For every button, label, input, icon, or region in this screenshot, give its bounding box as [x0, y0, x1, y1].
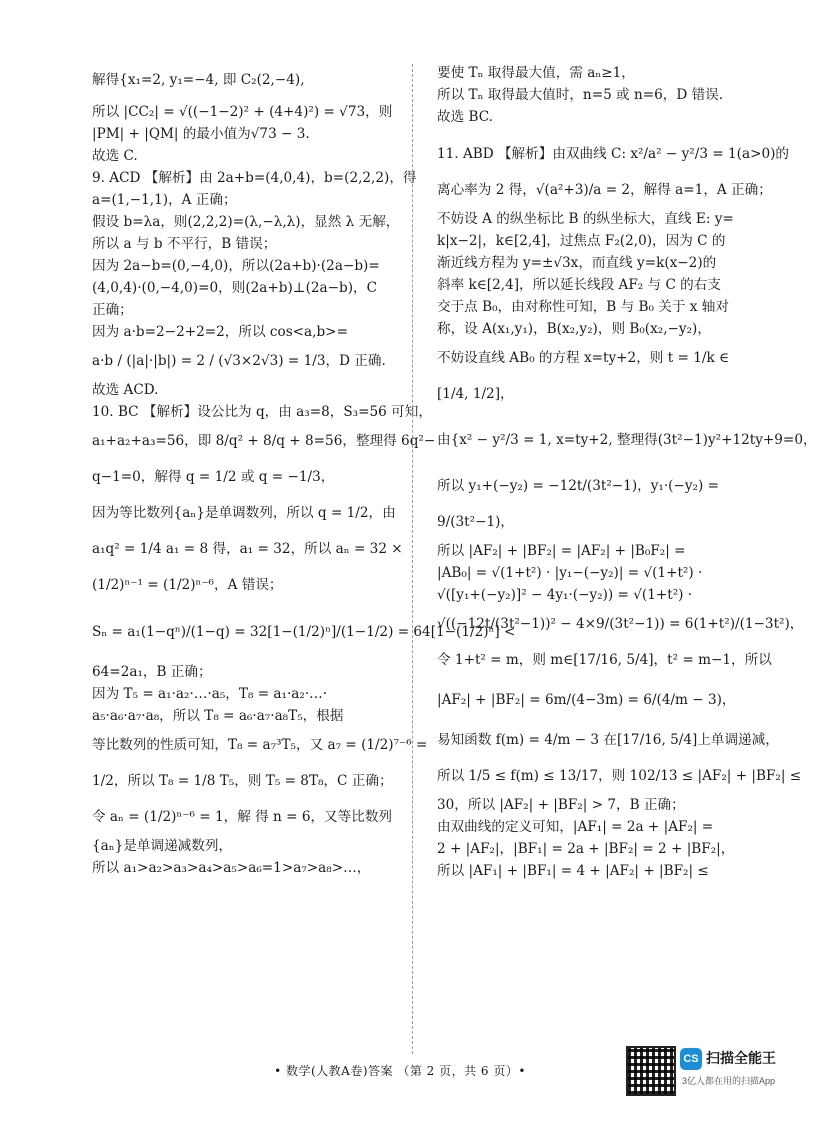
text-line: 9/(3t²−1)，: [437, 514, 515, 531]
text-line: 正确；: [92, 302, 133, 319]
text-line: 所以 Tₙ 取得最大值时，n=5 或 n=6，D 错误.: [437, 87, 724, 104]
text-line: 由双曲线的定义可知，|AF₁| = 2a + |AF₂| =: [437, 819, 714, 836]
text-line: 故选 BC.: [437, 109, 493, 126]
text-line: 令 1+t² = m，则 m∈[17/16, 5/4]，t² = m−1，所以: [437, 652, 772, 669]
text-line: 所以 a₁>a₂>a₃>a₄>a₅>a₆=1>a₇>a₈>…，: [92, 860, 371, 877]
watermark-title: 扫描全能王: [706, 1050, 776, 1066]
text-line: 不妨设直线 AB₀ 的方程 x=ty+2，则 t = 1/k ∈: [437, 350, 730, 367]
text-line: 离心率为 2 得，√(a²+3)/a = 2，解得 a=1，A 正确；: [437, 182, 772, 199]
text-line: {aₙ}是单调递减数列，: [92, 838, 233, 855]
text-line: 斜率 k∈[2,4]，所以延长线段 AF₂ 与 C 的右支: [437, 277, 721, 294]
text-line: (4,0,4)·(0,−4,0)=0，则(2a+b)⊥(2a−b)，C: [92, 280, 378, 297]
text-line: 故选 ACD.: [92, 382, 159, 399]
question-10-heading: 10. BC 【解析】设公比为 q，由 a₃=8，S₃=56 可知，: [92, 404, 432, 421]
watermark-subtitle: 3亿人都在用的扫描App: [682, 1076, 776, 1086]
page-footer: • 数学(人教A卷)答案 （第 2 页，共 6 页）•: [274, 1064, 526, 1078]
text-line: 1/2，所以 T₈ = 1/8 T₅，则 T₅ = 8T₈，C 正确；: [92, 773, 393, 790]
text-line: a₁q² = 1/4 a₁ = 8 得，a₁ = 32，所以 aₙ = 32 ×: [92, 541, 403, 558]
question-11-heading: 11. ABD 【解析】由双曲线 C: x²/a² − y²/3 = 1(a>0)的: [437, 146, 790, 163]
text-line: 因为 2a−b=(0,−4,0)，所以(2a+b)·(2a−b)=: [92, 258, 380, 275]
text-line: a₅·a₆·a₇·a₈，所以 T₈ = a₆·a₇·a₈T₅，根据: [92, 708, 344, 725]
text-line: 所以 |AF₂| + |BF₂| = |AF₂| + |B₀F₂| =: [437, 543, 686, 560]
text-line: 所以 |AF₁| + |BF₁| = 4 + |AF₂| + |BF₂| ≤: [437, 863, 709, 880]
text-line: a·b / (|a|·|b|) = 2 / (√3×2√3) = 1/3，D 正确.: [92, 353, 386, 370]
text-line: 故选 C.: [92, 148, 138, 165]
text-line: |PM| + |QM| 的最小值为√73 − 3.: [92, 126, 310, 143]
text-line: 由{x² − y²/3 = 1, x=ty+2, 整理得(3t²−1)y²+12ty+9=0，: [437, 432, 817, 449]
text-line: 假设 b=λa，则(2,2,2)=(λ,−λ,λ)，显然 λ 无解，: [92, 214, 400, 231]
text-line: 2 + |AF₂|，|BF₁| = 2a + |BF₂| = 2 + |BF₂|，: [437, 841, 735, 858]
text-line: 所以 a 与 b 不平行，B 错误；: [92, 236, 277, 253]
text-line: 30，所以 |AF₂| + |BF₂| > 7，B 正确；: [437, 797, 685, 814]
text-line: 称，设 A(x₁,y₁)，B(x₂,y₂)，则 B₀(x₂,−y₂)，: [437, 321, 711, 338]
text-line: 因为等比数列{aₙ}是单调数列，所以 q = 1/2，由: [92, 505, 396, 522]
text-line: (1/2)ⁿ⁻¹ = (1/2)ⁿ⁻⁶，A 错误；: [92, 577, 283, 594]
text-line: 所以 y₁+(−y₂) = −12t/(3t²−1)，y₁·(−y₂) =: [437, 478, 720, 495]
text-line: a=(1,−1,1)，A 正确；: [92, 192, 237, 209]
text-line: 解得{x₁=2, y₁=−4, 即 C₂(2,−4),: [92, 72, 305, 88]
text-line: |AF₂| + |BF₂| = 6m/(4−3m) = 6/(4/m − 3)，: [437, 692, 736, 709]
text-line: 要使 Tₙ 取得最大值，需 aₙ≥1，: [437, 65, 635, 81]
column-divider: [412, 64, 413, 1054]
text-line: 64=2a₁，B 正确；: [92, 664, 212, 681]
text-line: 不妨设 A 的纵坐标比 B 的纵坐标大，直线 E: y=: [437, 211, 734, 228]
text-line: 交于点 B₀，由对称性可知，B 与 B₀ 关于 x 轴对: [437, 299, 729, 316]
text-line: √([y₁+(−y₂)]² − 4y₁·(−y₂)) = √(1+t²) ·: [437, 587, 693, 604]
text-line: 因为 T₅ = a₁·a₂·…·a₅，T₈ = a₁·a₂·…·: [92, 686, 328, 703]
text-line: q−1=0，解得 q = 1/2 或 q = −1/3，: [92, 469, 335, 486]
right-column: [437, 62, 817, 882]
text-line: √((−12t/(3t²−1))² − 4×9/(3t²−1)) = 6(1+t²)/(1−3t²)，: [437, 616, 804, 633]
text-line: 所以 1/5 ≤ f(m) ≤ 13/17，则 102/13 ≤ |AF₂| + |BF₂| ≤: [437, 768, 802, 785]
text-line: |AB₀| = √(1+t²) · |y₁−(−y₂)| = √(1+t²) ·: [437, 565, 703, 582]
text-line: 易知函数 f(m) = 4/m − 3 在[17/16, 5/4]上单调递减，: [437, 732, 779, 749]
text-line: Sₙ = a₁(1−qⁿ)/(1−q) = 32[1−(1/2)ⁿ]/(1−1/2) = 64[1−(1/2)ⁿ] <: [92, 624, 516, 641]
text-line: k|x−2|，k∈[2,4]，过焦点 F₂(2,0)，因为 C 的: [437, 233, 726, 250]
text-line: a₁+a₂+a₃=56，即 8/q² + 8/q + 8=56，整理得 6q²−: [92, 433, 436, 450]
text-line: 等比数列的性质可知，T₈ = a₇³T₅，又 a₇ = (1/2)⁷⁻⁶ =: [92, 737, 428, 754]
text-line: 令 aₙ = (1/2)ⁿ⁻⁶ = 1，解 得 n = 6，又等比数列: [92, 809, 393, 826]
qr-code-icon: [626, 1046, 676, 1096]
text-line: 因为 a·b=2−2+2=2，所以 cos<a,b>=: [92, 324, 348, 341]
question-9-heading: 9. ACD 【解析】由 2a+b=(4,0,4)，b=(2,2,2)，得: [92, 170, 417, 187]
text-line: [1/4, 1/2]，: [437, 386, 514, 403]
text-line: 所以 |CC₂| = √((−1−2)² + (4+4)²) = √73，则: [92, 104, 393, 120]
text-line: 渐近线方程为 y=±√3x，而直线 y=k(x−2)的: [437, 255, 717, 272]
camscanner-logo-icon: CS: [680, 1048, 702, 1070]
